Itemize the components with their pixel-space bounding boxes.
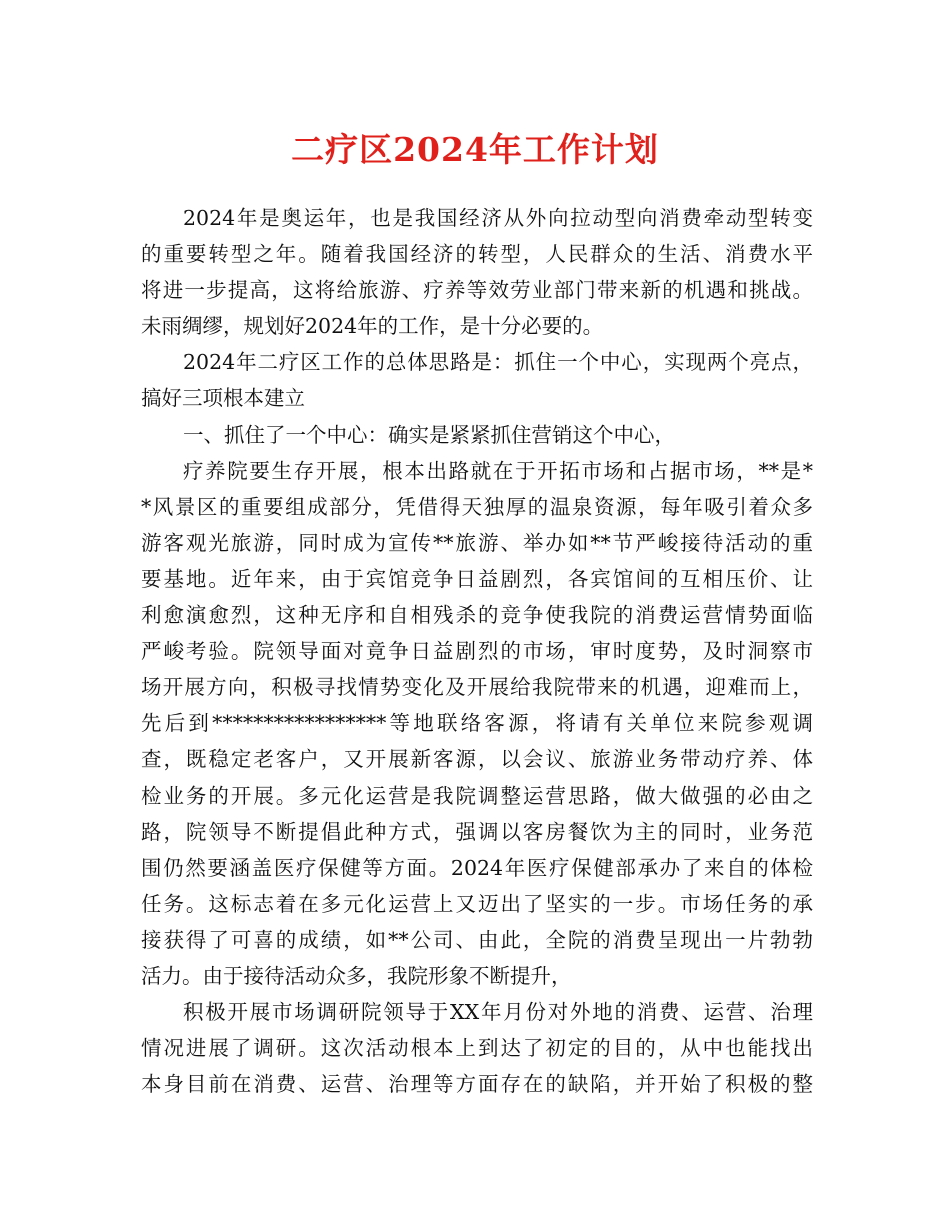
text-line: 围仍然要涵盖医疗保健等方面。2024年医疗保健部承办了来自的体检 — [141, 855, 813, 880]
text-line: 任务。这标志着在多元化运营上又迈出了坚实的一步。市场任务的承 — [141, 891, 813, 916]
text-line: 未雨绸缪，规划好2024年的工作，是十分必要的。 — [141, 314, 604, 339]
text-line: 要基地。近年来，由于宾馆竞争日益剧烈，各宾馆间的互相压价、让 — [141, 566, 813, 591]
text-line: 接获得了可喜的成绩，如**公司、由此，全院的消费呈现出一片勃勃 — [141, 927, 813, 952]
text-line: 先后到*****************等地联络客源，将请有关单位来院参观调 — [141, 711, 813, 736]
text-line: 查，既稳定老客户，又开展新客源，以会议、旅游业务带动疗养、体 — [141, 747, 813, 772]
text-line: 的重要转型之年。随着我国经济的转型，人民群众的生活、消费水平 — [141, 242, 813, 267]
text-line: 将进一步提高，这将给旅游、疗养等效劳业部门带来新的机遇和挑战。 — [141, 278, 813, 303]
document-body — [141, 200, 813, 1102]
text-line: 情况进展了调研。这次活动根本上到达了初定的目的，从中也能找出 — [141, 1036, 813, 1061]
text-line: 一、抓住了一个中心：确实是紧紧抓住营销这个中心， — [183, 422, 675, 447]
text-line: 2024年二疗区工作的总体思路是：抓住一个中心，实现两个亮点， — [183, 350, 813, 375]
text-line: 利愈演愈烈，这种无序和自相残杀的竞争使我院的消费运营情势面临 — [141, 603, 813, 628]
text-line: 本身目前在消费、运营、治理等方面存在的缺陷，并开始了积极的整 — [141, 1072, 813, 1097]
text-line: 路，院领导不断提倡此种方式，强调以客房餐饮为主的同时，业务范 — [141, 819, 813, 844]
text-line: 疗养院要生存开展，根本出路就在于开拓市场和占据市场，**是* — [183, 458, 813, 483]
page-title: 二疗区2024年工作计划 — [291, 130, 659, 169]
text-line: *风景区的重要组成部分，凭借得天独厚的温泉资源，每年吸引着众多 — [141, 494, 813, 519]
text-line: 2024年是奥运年，也是我国经济从外向拉动型向消费牵动型转变 — [183, 206, 813, 230]
text-line: 严峻考验。院领导面对竟争日益剧烈的市场，审时度势，及时洞察市 — [141, 639, 813, 664]
text-line: 检业务的开展。多元化运营是我院调整运营思路，做大做强的必由之 — [141, 783, 813, 808]
text-line: 游客观光旅游，同时成为宣传**旅游、举办如**节严峻接待活动的重 — [141, 530, 813, 555]
text-line: 搞好三项根本建立 — [141, 386, 305, 411]
text-line: 场开展方向，积极寻找情势变化及开展给我院带来的机遇，迎难而上， — [141, 675, 813, 700]
text-line: 积极开展市场调研院领导于XX年月份对外地的消费、运营、治理 — [183, 1000, 813, 1025]
text-line: 活力。由于接待活动众多，我院形象不断提升， — [141, 963, 572, 988]
